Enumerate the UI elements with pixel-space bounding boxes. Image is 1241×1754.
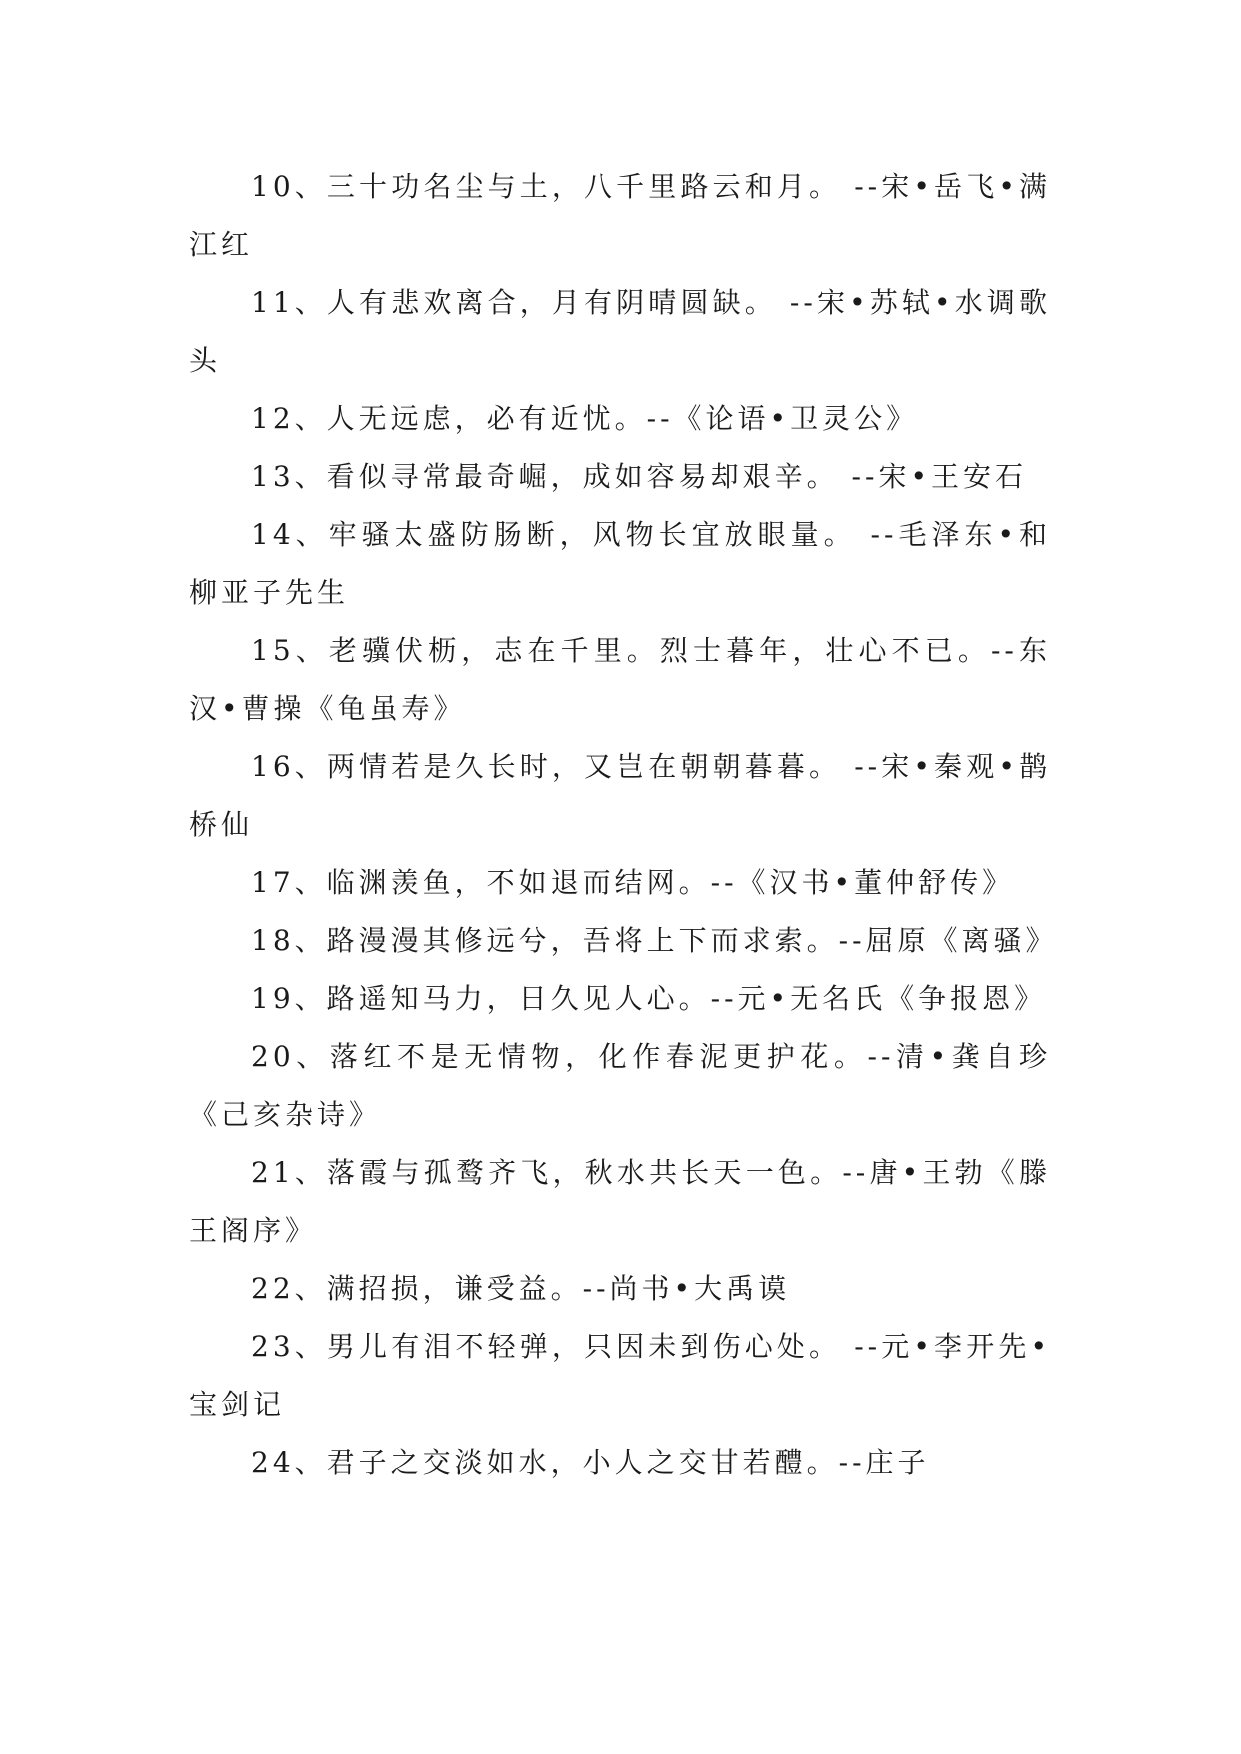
quote-paragraph: 19、路遥知马力，日久见人心。--元•无名氏《争报恩》 (251, 982, 1047, 1015)
quote-paragraph: 13、看似寻常最奇崛，成如容易却艰辛。 --宋•王安石 (251, 460, 1027, 493)
quote-paragraph: 22、满招损，谦受益。--尚书•大禹谟 (251, 1272, 791, 1305)
quote-paragraph: 11、人有悲欢离合，月有阴晴圆缺。 --宋•苏轼•水调歌头 (189, 286, 1051, 377)
quote-paragraph: 15、老骥伏枥，志在千里。烈士暮年，壮心不已。--东汉•曹操《龟虽寿》 (189, 634, 1051, 725)
quote-paragraph: 14、牢骚太盛防肠断，风物长宜放眼量。 --毛泽东•和柳亚子先生 (189, 518, 1051, 609)
quote-paragraph: 12、人无远虑，必有近忧。--《论语•卫灵公》 (251, 402, 919, 435)
quote-paragraph: 20、落红不是无情物，化作春泥更护花。--清•龚自珍《己亥杂诗》 (189, 1040, 1051, 1131)
quote-paragraph: 23、男儿有泪不轻弹，只因未到伤心处。 --元•李开先•宝剑记 (189, 1330, 1051, 1421)
quote-paragraph: 21、落霞与孤鹜齐飞，秋水共长天一色。--唐•王勃《滕王阁序》 (189, 1156, 1051, 1247)
quote-paragraph: 17、临渊羡鱼，不如退而结网。--《汉书•董仲舒传》 (251, 866, 1015, 899)
quote-paragraph: 24、君子之交淡如水，小人之交甘若醴。--庄子 (251, 1446, 930, 1479)
quote-paragraph: 18、路漫漫其修远兮，吾将上下而求索。--屈原《离骚》 (251, 924, 1058, 957)
quote-paragraph: 16、两情若是久长时，又岂在朝朝暮暮。 --宋•秦观•鹊桥仙 (189, 750, 1051, 841)
quote-paragraph: 10、三十功名尘与土，八千里路云和月。 --宋•岳飞•满江红 (189, 170, 1051, 261)
quote-list (189, 158, 1058, 1492)
